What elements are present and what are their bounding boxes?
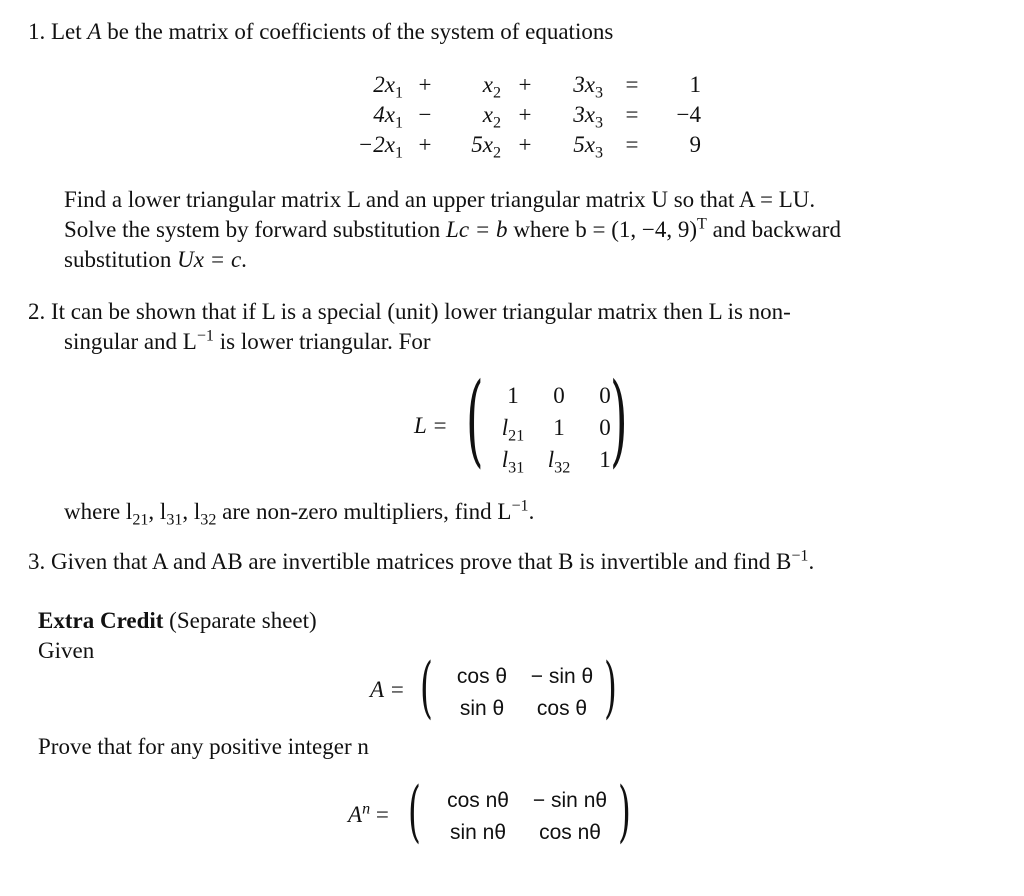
entry: 1 bbox=[553, 415, 565, 441]
text: is lower triangular. For bbox=[213, 329, 431, 354]
matrix-cell bbox=[522, 660, 602, 692]
term: 5x bbox=[573, 132, 595, 157]
matrix-An bbox=[432, 784, 616, 848]
problem-number: 2. bbox=[28, 299, 46, 324]
multiplier: l bbox=[501, 447, 509, 473]
entry: 1 bbox=[507, 383, 519, 409]
entry: 1 bbox=[599, 447, 611, 473]
text: . bbox=[241, 247, 247, 272]
entry: 0 bbox=[553, 383, 565, 409]
extra-credit-title: Extra Credit bbox=[38, 608, 164, 633]
term: x bbox=[482, 102, 493, 127]
problem-2-where bbox=[64, 497, 535, 529]
equation-cell bbox=[661, 130, 701, 160]
text: Given that A and AB are invertible matrices prove that B is invertible and find B bbox=[51, 549, 792, 574]
matrix-cell bbox=[524, 784, 616, 816]
problem-2-line2 bbox=[64, 328, 431, 356]
problem-1-line1: Find a lower triangular matrix L and an upper triangular matrix U so that A = LU. bbox=[64, 187, 816, 212]
subscript: 31 bbox=[508, 459, 525, 477]
equation-cell bbox=[339, 70, 403, 100]
term: 3x bbox=[573, 102, 595, 127]
matrix-cell bbox=[522, 692, 602, 724]
equation-cell bbox=[549, 100, 603, 130]
text: It can be shown that if L is a special (unit) lower triangular matrix then L is non- bbox=[51, 299, 791, 324]
text: be the matrix of coefficients of the system of equations bbox=[101, 19, 614, 44]
inverse-exponent: −1 bbox=[511, 497, 529, 515]
equation-cell bbox=[403, 100, 447, 130]
equation-cell bbox=[603, 100, 661, 130]
equation-cell bbox=[603, 70, 661, 100]
equals: = bbox=[370, 802, 389, 827]
equation-cell bbox=[501, 130, 549, 160]
text: , l bbox=[148, 499, 167, 524]
equation-system bbox=[339, 70, 701, 160]
equation-row bbox=[339, 130, 701, 160]
term: + bbox=[418, 72, 432, 97]
subscript: 2 bbox=[492, 144, 501, 162]
term: 1 bbox=[689, 72, 701, 97]
equation-cell bbox=[549, 130, 603, 160]
right-paren: ) bbox=[604, 649, 617, 726]
equation-cell bbox=[661, 100, 701, 130]
text: Prove that for any positive integer n bbox=[38, 734, 369, 759]
term: 5x bbox=[471, 132, 493, 157]
text: . bbox=[528, 499, 535, 524]
trig-entry: sin θ bbox=[459, 697, 505, 721]
subscript: 3 bbox=[594, 84, 603, 102]
subscript: 21 bbox=[132, 511, 149, 529]
equation-cell bbox=[403, 130, 447, 160]
subscript: 1 bbox=[394, 84, 403, 102]
vector-b: b = (1, −4, 9) bbox=[575, 217, 698, 242]
right-paren: ) bbox=[618, 773, 631, 850]
matrix-cell bbox=[442, 692, 522, 724]
matrix-A-label: A = bbox=[370, 677, 405, 702]
problem-number: 3. bbox=[28, 549, 46, 574]
trig-entry: − sin θ bbox=[530, 665, 594, 689]
matrix-cell bbox=[442, 660, 522, 692]
equation-Ux: Ux = c bbox=[177, 247, 242, 272]
matrix-row bbox=[490, 412, 628, 444]
term: = bbox=[625, 102, 639, 127]
subscript: 1 bbox=[394, 144, 403, 162]
term: + bbox=[518, 132, 532, 157]
text: and backward bbox=[706, 217, 841, 242]
extra-credit-subtitle: (Separate sheet) bbox=[163, 608, 317, 633]
problem-1-line3 bbox=[64, 246, 247, 274]
matrix-A bbox=[442, 660, 602, 724]
term: − bbox=[418, 102, 432, 127]
subscript: 32 bbox=[554, 459, 571, 477]
term: 3x bbox=[573, 72, 595, 97]
equation-cell bbox=[501, 70, 549, 100]
matrix-cell bbox=[536, 444, 582, 476]
text: Solve the system by forward substitution bbox=[64, 217, 447, 242]
inverse-exponent: −1 bbox=[791, 547, 809, 565]
equation-cell bbox=[339, 130, 403, 160]
matrix-row bbox=[442, 660, 602, 692]
exponent-n: n bbox=[362, 800, 371, 818]
problem-3 bbox=[28, 548, 814, 576]
text: . bbox=[808, 549, 815, 574]
term: = bbox=[625, 132, 639, 157]
left-paren: ( bbox=[420, 649, 433, 726]
problem-2-line1 bbox=[28, 298, 791, 326]
subscript: 21 bbox=[508, 427, 525, 445]
text: Let bbox=[51, 19, 88, 44]
equation-cell bbox=[447, 130, 501, 160]
text: , l bbox=[182, 499, 201, 524]
entry: 0 bbox=[599, 415, 611, 441]
problem-number: 1. bbox=[28, 19, 46, 44]
matrix-row bbox=[432, 816, 616, 848]
extra-credit-heading bbox=[38, 607, 317, 635]
matrix-cell bbox=[432, 816, 524, 848]
term: −4 bbox=[676, 102, 701, 127]
problem-1-intro bbox=[28, 18, 613, 46]
subscript: 2 bbox=[492, 114, 501, 132]
text: are non-zero multipliers, find L bbox=[216, 499, 512, 524]
transpose: T bbox=[697, 215, 707, 233]
trig-entry: cos θ bbox=[456, 665, 508, 689]
trig-entry: sin nθ bbox=[449, 821, 507, 845]
text: substitution bbox=[64, 247, 178, 272]
trig-entry: cos nθ bbox=[539, 821, 601, 845]
trig-entry: cos θ bbox=[536, 697, 588, 721]
equation-cell bbox=[447, 100, 501, 130]
matrix-L-label: L = bbox=[414, 413, 448, 438]
term: + bbox=[518, 72, 532, 97]
subscript: 31 bbox=[166, 511, 183, 529]
multiplier: l bbox=[547, 447, 555, 473]
term: 4x bbox=[373, 102, 395, 127]
term: = bbox=[625, 72, 639, 97]
term: 2x bbox=[373, 72, 395, 97]
subscript: 3 bbox=[594, 114, 603, 132]
multiplier: l bbox=[501, 415, 509, 441]
matrix-cell bbox=[432, 784, 524, 816]
equation-cell bbox=[603, 130, 661, 160]
matrix-L bbox=[490, 380, 628, 476]
subscript: 1 bbox=[394, 114, 403, 132]
subscript: 2 bbox=[492, 84, 501, 102]
equation-cell bbox=[447, 70, 501, 100]
matrix-cell bbox=[524, 816, 616, 848]
var-A: A bbox=[87, 19, 102, 44]
text: where l bbox=[64, 499, 133, 524]
matrix-row bbox=[490, 380, 628, 412]
matrix-row bbox=[432, 784, 616, 816]
matrix-An-label bbox=[348, 801, 389, 829]
left-paren: ( bbox=[408, 773, 421, 850]
equation-cell bbox=[403, 70, 447, 100]
given-label: Given bbox=[38, 638, 95, 663]
equation-cell bbox=[501, 100, 549, 130]
matrix-row bbox=[490, 444, 628, 476]
trig-entry: − sin nθ bbox=[532, 789, 608, 813]
entry: 0 bbox=[599, 383, 611, 409]
equation-Lc: Lc = b bbox=[446, 217, 508, 242]
inverse-exponent: −1 bbox=[196, 327, 214, 345]
equation-cell bbox=[339, 100, 403, 130]
equation-row bbox=[339, 100, 701, 130]
problem-1-line2 bbox=[64, 216, 841, 244]
term: 9 bbox=[689, 132, 701, 157]
text: singular and L bbox=[64, 329, 197, 354]
prove-line bbox=[38, 733, 369, 761]
left-paren: ( bbox=[466, 361, 484, 478]
matrix-cell bbox=[536, 380, 582, 412]
equation-row bbox=[339, 70, 701, 100]
matrix-row bbox=[442, 692, 602, 724]
term: + bbox=[518, 102, 532, 127]
subscript: 32 bbox=[200, 511, 217, 529]
term: x bbox=[482, 72, 493, 97]
trig-entry: cos nθ bbox=[447, 789, 509, 813]
subscript: 3 bbox=[594, 144, 603, 162]
text: where bbox=[507, 217, 576, 242]
matrix-cell bbox=[490, 444, 536, 476]
matrix-cell bbox=[490, 412, 536, 444]
matrix-cell bbox=[536, 412, 582, 444]
right-paren: ) bbox=[610, 361, 628, 478]
term: −2x bbox=[357, 132, 395, 157]
var-A: A bbox=[348, 802, 363, 827]
equation-cell bbox=[661, 70, 701, 100]
equation-cell bbox=[549, 70, 603, 100]
matrix-cell bbox=[490, 380, 536, 412]
term: + bbox=[418, 132, 432, 157]
